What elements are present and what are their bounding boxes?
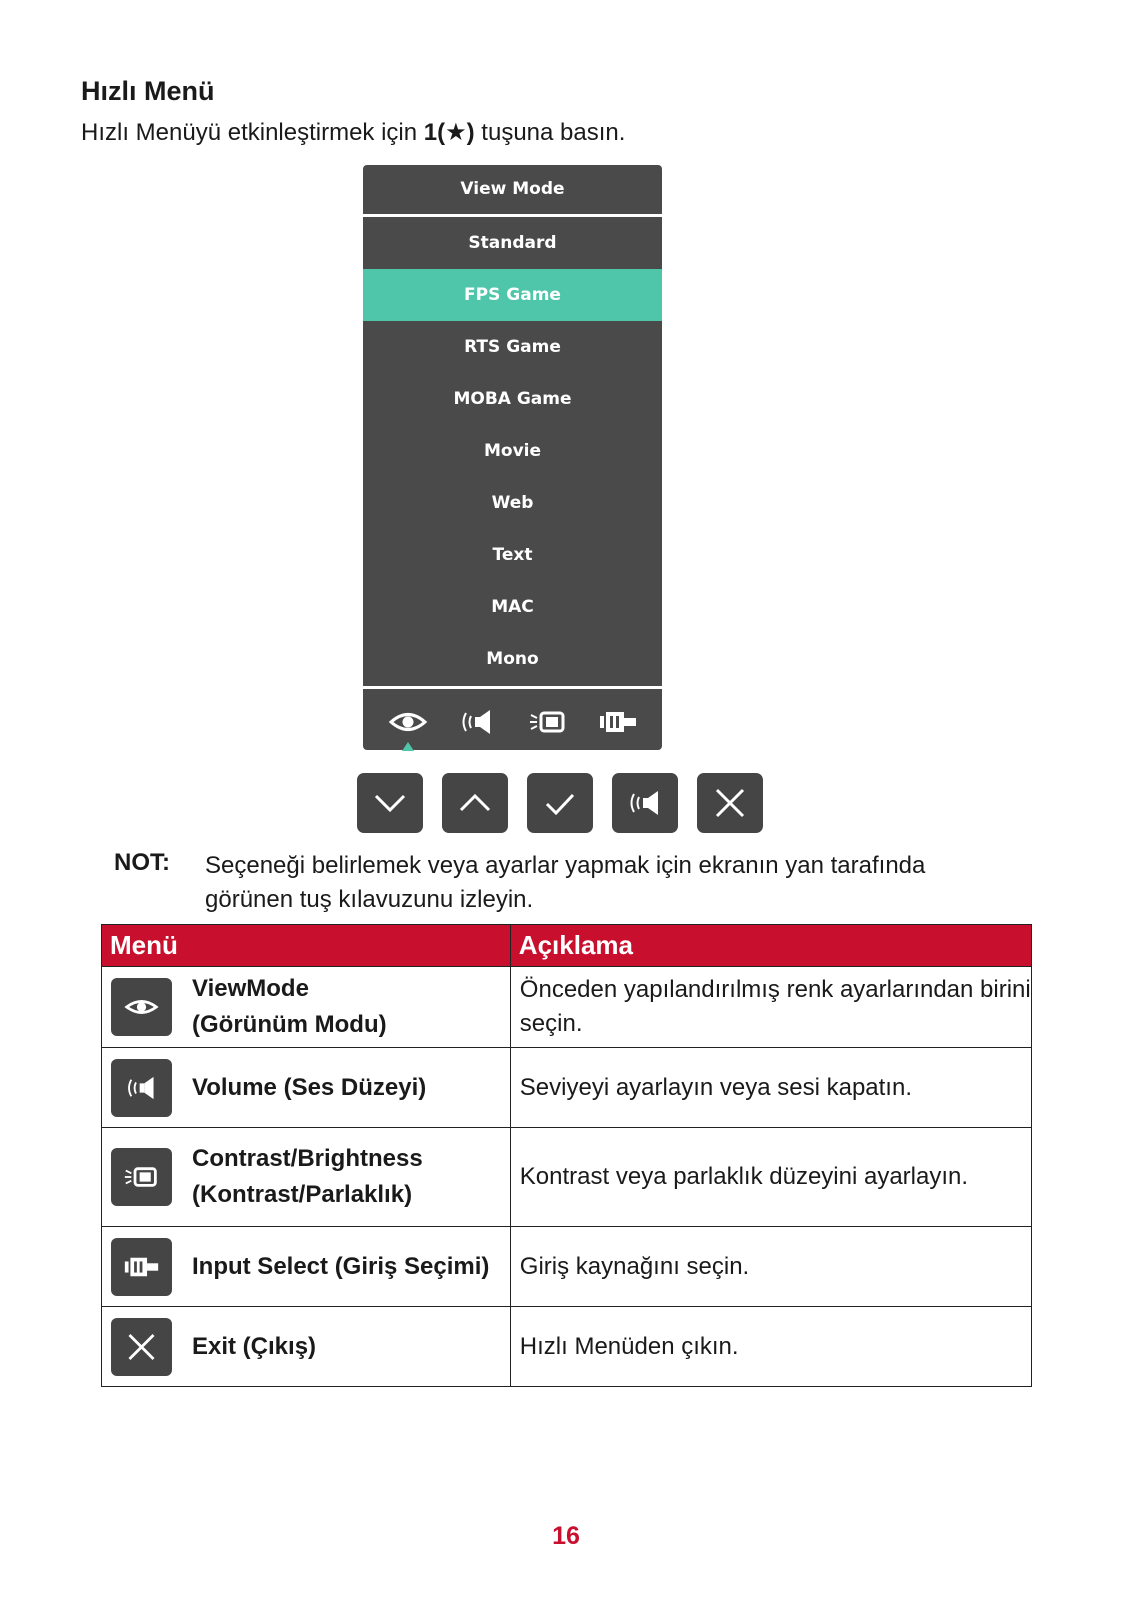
volume-icon[interactable]	[457, 707, 497, 737]
menu-cell	[102, 967, 511, 1048]
table-row	[102, 1128, 1032, 1227]
osd-item-movie[interactable]: Movie	[483, 441, 542, 461]
eye-icon	[123, 989, 160, 1025]
description-cell: Seviyeyi ayarlayın veya sesi kapatın.	[510, 1048, 1031, 1128]
key-guide	[357, 773, 767, 835]
osd-item-web[interactable]: Web	[491, 493, 534, 513]
down-key[interactable]	[357, 773, 423, 833]
eye-icon[interactable]	[388, 707, 428, 737]
osd-title: View Mode	[460, 179, 565, 199]
intro-after: tuşuna basın.	[474, 119, 626, 146]
osd-footer	[363, 689, 662, 755]
osd-item-fps-game[interactable]: FPS Game	[363, 269, 662, 321]
menu-description-table	[101, 924, 1032, 1387]
description-cell: Önceden yapılandırılmış renk ayarlarından birini seçin.	[510, 967, 1031, 1048]
intro-key: 1(★)	[423, 119, 475, 146]
input-select-icon	[123, 1249, 160, 1285]
close-icon	[710, 783, 750, 823]
osd-item-text[interactable]: Text	[492, 545, 533, 565]
osd-item-mac[interactable]: MAC	[491, 597, 534, 617]
column-header-menu: Menü	[102, 925, 511, 967]
intro-text	[81, 118, 625, 147]
confirm-key[interactable]	[527, 773, 593, 833]
description-cell: Giriş kaynağını seçin.	[510, 1227, 1031, 1307]
chevron-up-icon	[455, 783, 495, 823]
volume-icon	[625, 783, 665, 823]
contrast-brightness-icon[interactable]	[528, 707, 568, 737]
check-icon	[540, 783, 580, 823]
menu-cell	[102, 1128, 511, 1227]
menu-label: Input Select (Giriş Seçimi)	[192, 1252, 490, 1280]
description-cell: Hızlı Menüden çıkın.	[510, 1307, 1031, 1387]
quick-menu-osd	[363, 165, 662, 750]
input-select-icon[interactable]	[598, 707, 638, 737]
menu-label-line: (Kontrast/Parlaklık)	[192, 1181, 413, 1208]
volume-icon	[123, 1070, 160, 1106]
section-title: Hızlı Menü	[81, 76, 215, 106]
table-row	[102, 1227, 1032, 1307]
menu-label: Volume (Ses Düzeyi)	[192, 1073, 427, 1101]
active-indicator	[402, 742, 414, 751]
table-row	[102, 967, 1032, 1048]
up-key[interactable]	[442, 773, 508, 833]
menu-label-line: Contrast/Brightness	[192, 1145, 423, 1172]
osd-item-moba-game[interactable]: MOBA Game	[453, 389, 572, 409]
menu-cell	[102, 1048, 511, 1128]
menu-label-line: ViewMode	[192, 975, 309, 1002]
page-number: 16	[552, 1522, 580, 1550]
menu-icon-box	[111, 1238, 172, 1296]
menu-icon-box	[111, 978, 172, 1036]
description-cell: Kontrast veya parlaklık düzeyini ayarlayın.	[510, 1128, 1031, 1227]
chevron-down-icon	[370, 783, 410, 823]
intro-before: Hızlı Menüyü etkinleştirmek için	[81, 119, 424, 146]
osd-item-rts-game[interactable]: RTS Game	[464, 337, 561, 357]
menu-label: Exit (Çıkış)	[192, 1332, 317, 1360]
menu-label-line: (Görünüm Modu)	[192, 1011, 387, 1038]
menu-cell	[102, 1307, 511, 1387]
note-text: Seçeneği belirlemek veya ayarlar yapmak için ekranın yan tarafında görünen tuş kılavuzunu izleyin.	[205, 852, 926, 913]
menu-icon-box	[111, 1148, 172, 1206]
table-row	[102, 1307, 1032, 1387]
osd-item-standard[interactable]: Standard	[468, 233, 557, 253]
menu-cell	[102, 1227, 511, 1307]
contrast-brightness-icon	[123, 1159, 160, 1195]
column-header-description: Açıklama	[510, 925, 1031, 967]
exit-key[interactable]	[697, 773, 763, 833]
note-label: NOT:	[114, 849, 170, 876]
close-icon	[123, 1329, 160, 1365]
volume-key[interactable]	[612, 773, 678, 833]
table-row	[102, 1048, 1032, 1128]
menu-label	[192, 1141, 423, 1213]
osd-item-mono[interactable]: Mono	[486, 649, 539, 669]
menu-icon-box	[111, 1318, 172, 1376]
menu-icon-box	[111, 1059, 172, 1117]
view-mode-list	[363, 217, 662, 685]
menu-label	[192, 971, 387, 1043]
